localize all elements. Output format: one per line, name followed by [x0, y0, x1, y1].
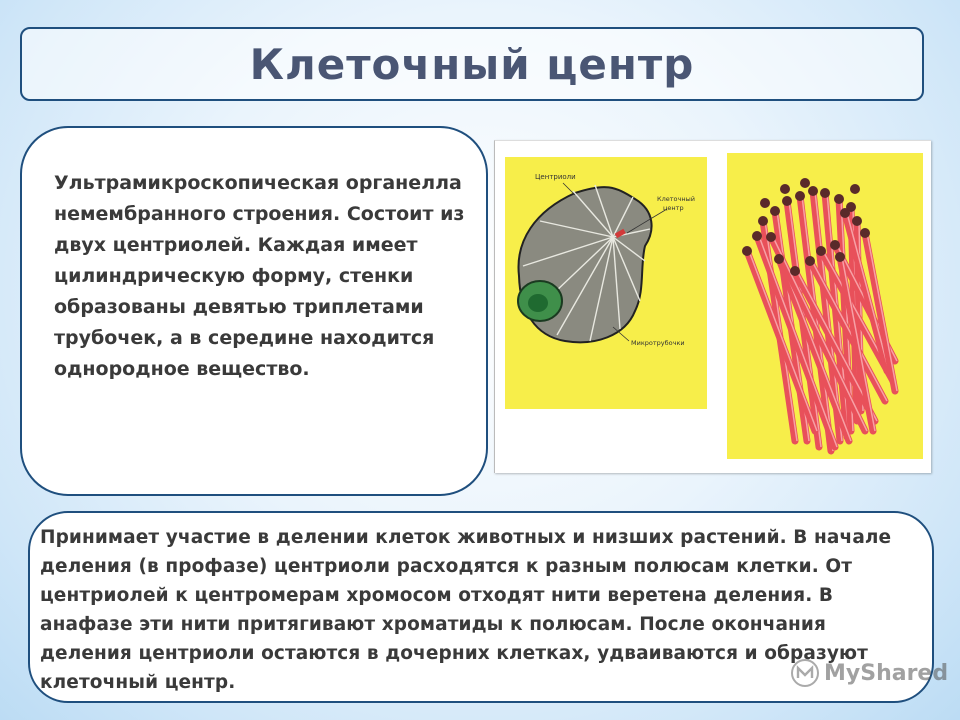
- title-box: [20, 27, 924, 101]
- label-centriole: Центриоли: [535, 173, 576, 181]
- tube-cap: [860, 228, 870, 238]
- tube-cap: [820, 188, 830, 198]
- centrosome-figure: [494, 140, 931, 473]
- tube-cap: [790, 266, 800, 276]
- bottom-text: Принимает участие в делении клеток животных и низших растений. В начале деления (в профазе) центриоли расходятся к разным полюсам клетки. От центриолей к центромерам хромосом отходят нити веретена деления. В анафазе эти нити притягивают хроматиды к полюсам. После окончания деления центриоли остаются в дочерних клетках, удваиваются и образуют клеточный центр.: [40, 527, 892, 693]
- tube-cap: [760, 198, 770, 208]
- tube-cap: [758, 216, 768, 226]
- tube-cap: [835, 252, 845, 262]
- label-microtubules: Микротрубочки: [631, 339, 685, 347]
- tube-cap: [800, 178, 810, 188]
- tube-cap: [830, 240, 840, 250]
- watermark-text: MyShared: [824, 660, 949, 686]
- tube-cap: [840, 208, 850, 218]
- tube-cap: [852, 216, 862, 226]
- tube-cap: [808, 186, 818, 196]
- tube-cap: [850, 184, 860, 194]
- myshared-logo-icon: [790, 658, 820, 688]
- tube-cap: [774, 254, 784, 264]
- label-cell-center-2: центр: [663, 204, 684, 212]
- tube-cap: [816, 246, 826, 256]
- tube-cap: [780, 184, 790, 194]
- label-cell-center-1: Клеточный: [657, 195, 695, 203]
- description-text: Ультрамикроскопическая органелла немембранного строения. Состоит из двух центриолей. Каждая имеет цилиндрическую форму, стенки образованы девятью триплетами трубочек, а в середине находится однородное вещество.: [54, 172, 465, 380]
- figure-svg: [495, 141, 931, 473]
- description-box: [20, 126, 488, 496]
- watermark: [790, 658, 948, 688]
- tube-cap: [795, 191, 805, 201]
- nucleolus: [528, 294, 548, 312]
- tube-cap: [770, 206, 780, 216]
- tube-cap: [805, 256, 815, 266]
- tube-cap: [742, 246, 752, 256]
- tube-cap: [752, 231, 762, 241]
- tube-cap: [766, 232, 776, 242]
- slide-title: Клеточный центр: [249, 39, 695, 89]
- tube-cap: [782, 196, 792, 206]
- tube-cap: [834, 194, 844, 204]
